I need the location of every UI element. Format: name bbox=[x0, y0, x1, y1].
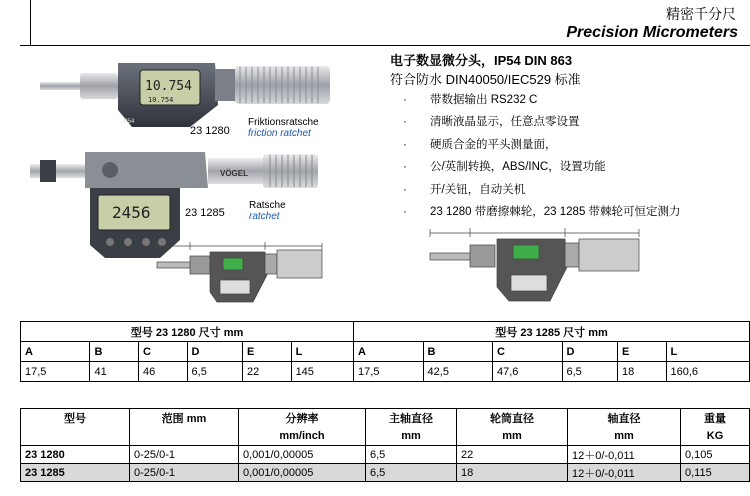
code-23-1280: 23 1280 bbox=[190, 125, 230, 137]
table-row bbox=[21, 322, 750, 342]
title-cn: 精密千分尺 bbox=[666, 6, 736, 22]
spec-line-1: 电子数显微分头，IP54 DIN 863 bbox=[390, 53, 573, 68]
table-row: A B C D E L A B C D E L bbox=[21, 342, 750, 362]
technical-drawing-23-1280 bbox=[155, 240, 325, 310]
svg-text:10.754: 10.754 bbox=[148, 96, 174, 104]
list-item: · 公/英制转换，ABS/INC，设置功能 bbox=[403, 161, 606, 174]
table-header-row: 型号 范围 mm 分辨率 主轴直径 轮筒直径 轴直径 重量 bbox=[21, 409, 750, 428]
table-header-row: mm/inch mm mm mm KG bbox=[21, 427, 750, 446]
lcd-readout: 2456 bbox=[112, 203, 151, 222]
caption-23-1280-de: Friktionsratsche bbox=[248, 117, 319, 128]
list-item: · 带数据输出 RS232 C bbox=[403, 94, 538, 106]
product-table bbox=[20, 408, 750, 482]
svg-text:VÖGEL: VÖGEL bbox=[220, 169, 249, 178]
list-item: · 清晰液晶显示，任意点零设置 bbox=[403, 116, 580, 129]
dimensions-table bbox=[20, 321, 750, 382]
svg-text:IP54: IP54 bbox=[122, 119, 135, 125]
header-bottom-rule bbox=[20, 45, 750, 46]
dims-title-23-1285: 型号 23 1285 尺寸 mm bbox=[354, 322, 750, 342]
dims-title-23-1280: 型号 23 1280 尺寸 mm bbox=[21, 322, 354, 342]
code-23-1285: 23 1285 bbox=[185, 207, 225, 219]
lcd-readout: 10.754 bbox=[145, 79, 192, 94]
table-row: 23 1285 0-25/0-1 0,001/0,00005 6,5 18 12＋0/-0,011 0,115 bbox=[21, 464, 750, 482]
list-item: · 23 1280 带磨擦棘轮，23 1285 带棘轮可恒定测力 bbox=[403, 205, 681, 218]
technical-drawing-23-1285 bbox=[425, 225, 645, 305]
spec-block bbox=[390, 50, 730, 223]
title-en: Precision Micrometers bbox=[566, 24, 738, 41]
caption-23-1285-de: Ratsche bbox=[249, 200, 286, 211]
feature-list bbox=[390, 89, 730, 223]
header-left-rule bbox=[20, 0, 31, 45]
caption-23-1280-en: friction ratchet bbox=[248, 128, 311, 139]
table-row: 17,5 41 46 6,5 22 145 17,5 42,5 47,6 6,5 18 160,6 bbox=[21, 362, 750, 382]
spec-line-2: 符合防水 DIN40050/IEC529 标准 bbox=[390, 72, 581, 87]
list-item: · 开/关钮，自动关机 bbox=[403, 183, 526, 196]
caption-23-1285-en: ratchet bbox=[249, 211, 280, 222]
list-item: · 硬质合金的平头测量面， bbox=[403, 138, 557, 151]
table-row: 23 1280 0-25/0-1 0,001/0,00005 6,5 22 12＋0/-0,011 0,105 bbox=[21, 446, 750, 464]
